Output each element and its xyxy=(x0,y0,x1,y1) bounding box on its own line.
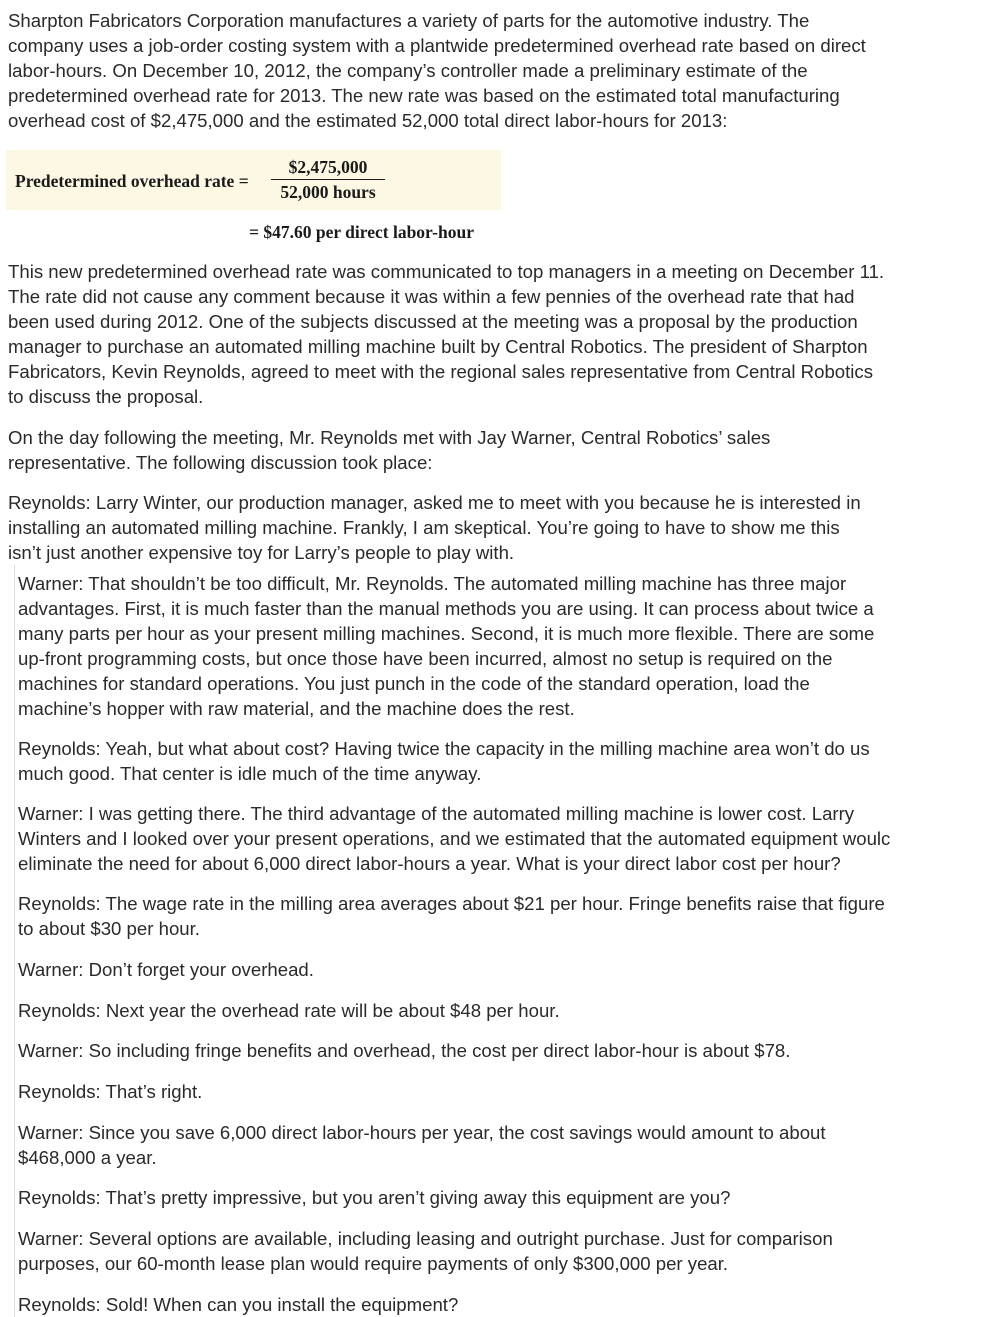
dialog-turn xyxy=(18,1292,986,1317)
dialog-turn xyxy=(18,891,986,941)
text-line: Warner: I was getting there. The third advantage of the automated milling machine is lower cost. Larry xyxy=(18,803,855,824)
text-line: labor-hours. On December 10, 2012, the company’s controller made a preliminary estimate of the xyxy=(8,60,808,81)
text-line: Warner: Don’t forget your overhead. xyxy=(18,959,314,980)
text-line: Warner: That shouldn’t be too difficult, Mr. Reynolds. The automated milling machine has three major xyxy=(18,573,847,594)
formula-result: = $47.60 per direct labor-hour xyxy=(249,222,474,242)
intro-paragraph xyxy=(8,8,983,133)
text-line: $468,000 a year. xyxy=(18,1147,157,1168)
fraction-bar xyxy=(271,179,385,180)
dialog-turn xyxy=(18,1079,986,1104)
dialog-turn xyxy=(18,998,986,1023)
text-line: company uses a job-order costing system with a plantwide predetermined overhead rate based on direct xyxy=(8,35,866,56)
text-line: Warner: Since you save 6,000 direct labor-hours per year, the cost savings would amount to about xyxy=(18,1122,826,1143)
text-line: up-front programming costs, but once those have been incurred, almost no setup is required on the xyxy=(18,648,833,669)
text-line: overhead cost of $2,475,000 and the estimated 52,000 total direct labor-hours for 2013: xyxy=(8,110,728,131)
text-line: Winters and I looked over your present operations, and we estimated that the automated equipment woulc xyxy=(18,828,891,849)
text-line: Reynolds: Larry Winter, our production manager, asked me to meet with you because he is interested in xyxy=(8,492,861,513)
text-line: been used during 2012. One of the subjects discussed at the meeting was a proposal by the production xyxy=(8,311,858,332)
text-line: representative. The following discussion took place: xyxy=(8,452,433,473)
paragraph-meeting xyxy=(8,259,983,409)
text-line: installing an automated milling machine. Frankly, I am skeptical. You’re going to have to show me this xyxy=(8,517,840,538)
text-line: isn’t just another expensive toy for Larry’s people to play with. xyxy=(8,542,515,563)
text-line: machines for standard operations. You just punch in the code of the standard operation, load the xyxy=(18,673,810,694)
text-line: On the day following the meeting, Mr. Reynolds met with Jay Warner, Central Robotics’ sales xyxy=(8,427,771,448)
text-line: manager to purchase an automated milling machine built by Central Robotics. The president of Sharpton xyxy=(8,336,868,357)
text-line: much good. That center is idle much of the time anyway. xyxy=(18,763,482,784)
text-line: This new predetermined overhead rate was communicated to top managers in a meeting on December 11. xyxy=(8,261,885,282)
text-line: to about $30 per hour. xyxy=(18,918,200,939)
text-line: Fabricators, Kevin Reynolds, agreed to meet with the regional sales representative from Central Robotics xyxy=(8,361,874,382)
text-line: eliminate the need for about 6,000 direct labor-hours a year. What is your direct labor cost per hour? xyxy=(18,853,841,874)
formula-fraction xyxy=(271,156,385,203)
formula-numerator: $2,475,000 xyxy=(288,157,368,177)
text-line: advantages. First, it is much faster than the manual methods you are using. It can process about twice a xyxy=(18,598,874,619)
dialog-turn xyxy=(18,1120,986,1170)
text-line: Reynolds: Yeah, but what about cost? Having twice the capacity in the milling machine area won’t do us xyxy=(18,738,870,759)
text-line: purposes, our 60-month lease plan would require payments of only $300,000 per year. xyxy=(18,1253,729,1274)
text-line: Warner: Several options are available, including leasing and outright purchase. Just for comparison xyxy=(18,1228,833,1249)
paragraph-reynolds-opening xyxy=(8,490,983,565)
text-line: The rate did not cause any comment because it was within a few pennies of the overhead rate that had xyxy=(8,286,855,307)
dialog-turn xyxy=(18,1038,986,1063)
formula-denominator: 52,000 hours xyxy=(280,182,376,202)
dialog-turn xyxy=(18,571,986,721)
dialog-turn xyxy=(18,801,986,876)
text-line: predetermined overhead rate for 2013. The new rate was based on the estimated total manufacturing xyxy=(8,85,840,106)
text-line: Reynolds: Next year the overhead rate will be about $48 per hour. xyxy=(18,1000,560,1021)
text-line: Reynolds: Sold! When can you install the equipment? xyxy=(18,1294,459,1315)
formula-label: Predetermined overhead rate = xyxy=(15,171,249,191)
dialog-turn xyxy=(18,957,986,982)
dialog-block xyxy=(14,565,988,1317)
text-line: Warner: So including fringe benefits and overhead, the cost per direct labor-hour is about $78. xyxy=(18,1040,791,1061)
text-line: Reynolds: The wage rate in the milling area averages about $21 per hour. Fringe benefits raise that figure xyxy=(18,893,885,914)
text-line: Sharpton Fabricators Corporation manufactures a variety of parts for the automotive industry. The xyxy=(8,10,810,31)
text-line: many parts per hour as your present milling machines. Second, it is much more flexible. There are some xyxy=(18,623,875,644)
text-line: machine’s hopper with raw material, and the machine does the rest. xyxy=(18,698,575,719)
text-line: to discuss the proposal. xyxy=(8,386,204,407)
dialog-turn xyxy=(18,1226,986,1276)
text-line: Reynolds: That’s right. xyxy=(18,1081,203,1102)
paragraph-following-day xyxy=(8,425,983,475)
dialog-turn xyxy=(18,1185,986,1210)
dialog-turn xyxy=(18,736,986,786)
text-line: Reynolds: That’s pretty impressive, but you aren’t giving away this equipment are you? xyxy=(18,1187,731,1208)
